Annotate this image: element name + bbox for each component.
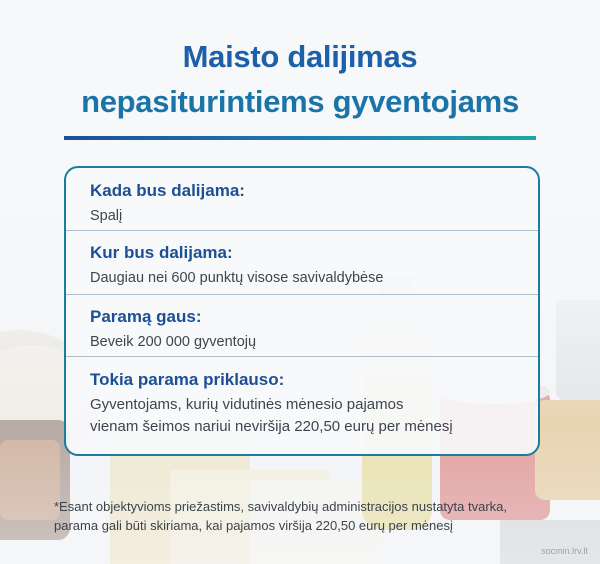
- row-value: Daugiau nei 600 punktų visose savivaldybėse: [90, 270, 384, 286]
- row-value: Spalį: [90, 208, 123, 224]
- page-title: [0, 34, 600, 124]
- row-value: [90, 394, 538, 438]
- row-label: Kur bus dalijama:: [90, 243, 233, 262]
- footnote-line-2: parama gali būti skiriama, kai pajamos viršija 220,50 eurų per mėnesį: [54, 518, 453, 533]
- footnote: [54, 497, 574, 535]
- info-card: [64, 166, 540, 456]
- row-label: Kada bus dalijama:: [90, 181, 245, 200]
- info-row-recipients: [66, 294, 538, 356]
- info-row-eligibility: [66, 356, 538, 456]
- row-label: Paramą gaus:: [90, 307, 202, 326]
- info-row-where: [66, 230, 538, 294]
- row-label: Tokia parama priklauso:: [90, 370, 285, 389]
- info-row-when: [66, 168, 538, 230]
- row-value: Beveik 200 000 gyventojų: [90, 334, 257, 350]
- title-line-2: nepasiturintiems gyventojams: [81, 84, 519, 119]
- source-credit: socmin.lrv.lt: [541, 546, 588, 556]
- title-line-1: Maisto dalijimas: [182, 39, 418, 74]
- row-value-line-2: vienam šeimos nariui neviršija 220,50 eurų per mėnesį: [90, 418, 453, 435]
- footnote-line-1: *Esant objektyvioms priežastims, savivaldybių administracijos nustatyta tvarka,: [54, 499, 508, 514]
- row-value-line-1: Gyventojams, kurių vidutinės mėnesio pajamos: [90, 396, 404, 413]
- title-underline: [64, 136, 536, 140]
